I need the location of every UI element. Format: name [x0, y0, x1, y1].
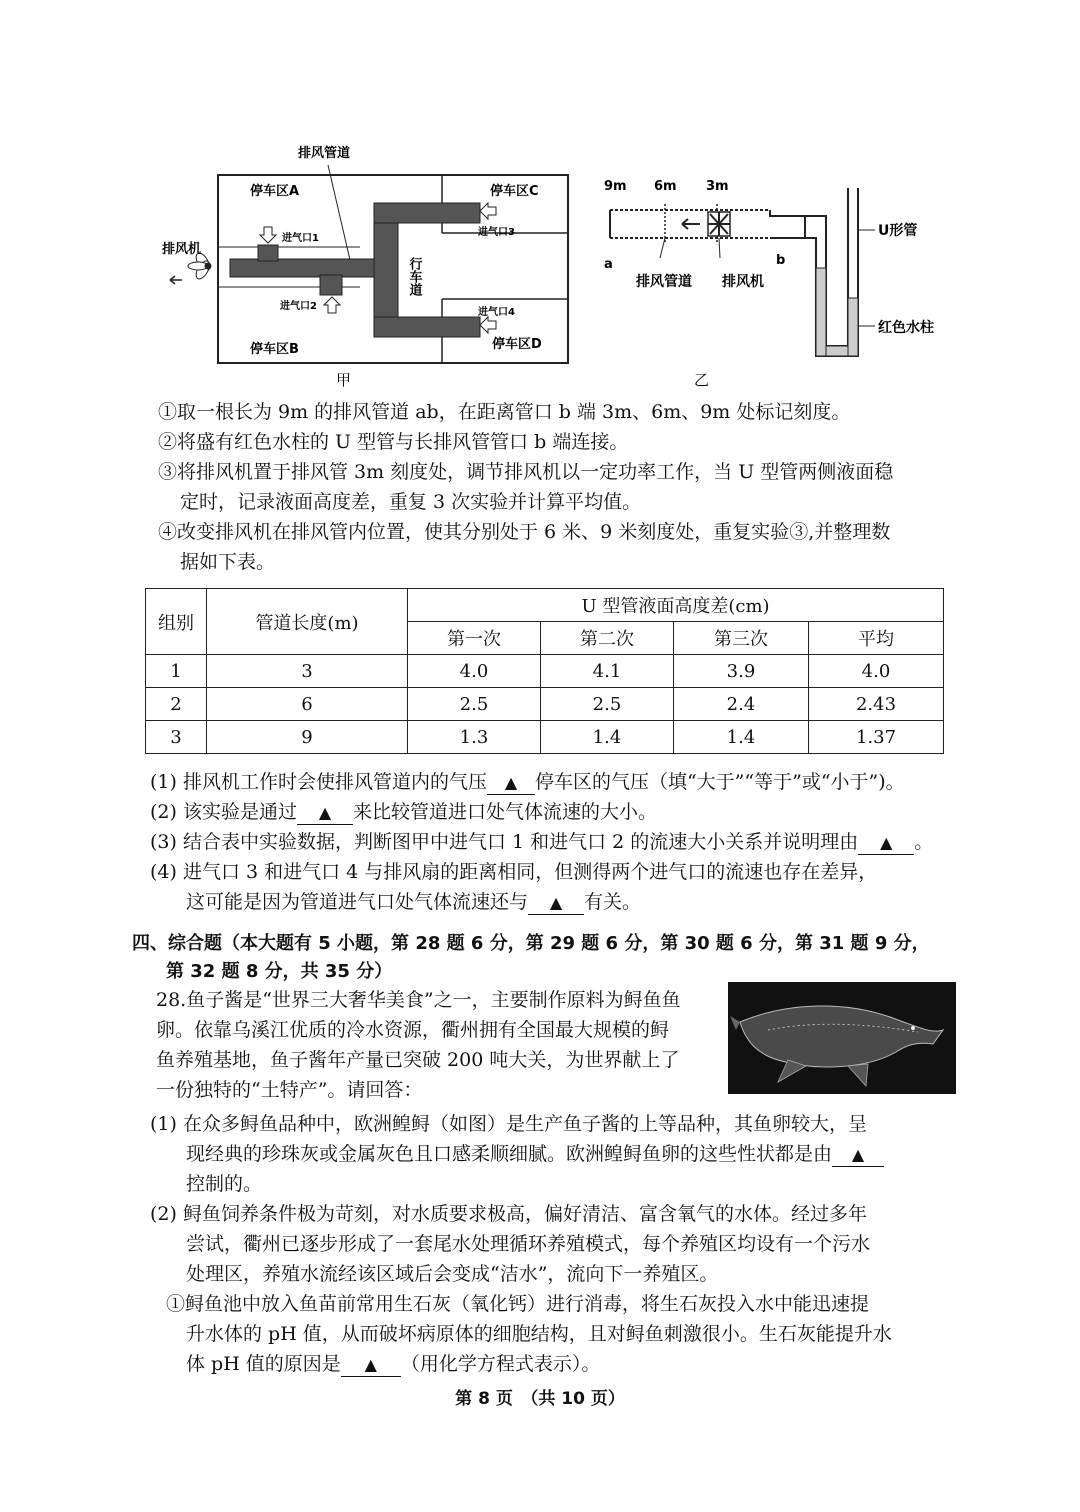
step-3-cont: 定时，记录液面高度差，重复 3 次实验并计算平均值。: [180, 491, 642, 513]
q28-sub1-cont: 升水体的 pH 值，从而破坏病原体的细胞结构，且对鲟鱼刺激很小。生石灰能提升水: [186, 1323, 892, 1345]
arrow-inlet3: [480, 203, 496, 219]
table-cell: 1.4: [674, 721, 809, 754]
th-average: 平均: [809, 622, 944, 655]
arrow-inlet4: [480, 317, 496, 333]
th-trial: 第二次: [541, 622, 674, 655]
q28-part1: (1) 在众多鲟鱼品种中，欧洲鳇鲟（如图）是生产鱼子酱的上等品种，其鱼卵较大，呈: [150, 1113, 867, 1135]
question-3: (3) 结合表中实验数据，判断图甲中进气口 1 和进气口 2 的流速大小关系并说明理由 ▲ 。: [150, 831, 934, 853]
inlet3-label: 进气口3: [478, 227, 515, 238]
red-column-label: 红色水柱: [878, 320, 934, 336]
table-row: [146, 655, 944, 688]
answer-blank[interactable]: ▲: [528, 892, 584, 915]
step-2: ②将盛有红色水柱的 U 型管与长排风管管口 b 端连接。: [158, 431, 629, 453]
table-cell: 2.43: [809, 688, 944, 721]
mark-6m: 6m: [654, 179, 677, 194]
duct-inlet1: [258, 245, 278, 261]
table-cell: 1.4: [541, 721, 674, 754]
table-cell: 9: [207, 721, 408, 754]
figure-jia: [150, 135, 580, 395]
th-trial: 第三次: [674, 622, 809, 655]
table-cell: 3.9: [674, 655, 809, 688]
caption-yi: 乙: [694, 371, 710, 389]
th-trial: 第一次: [408, 622, 541, 655]
arrow-inlet1: [260, 227, 276, 243]
answer-blank[interactable]: ▲: [487, 772, 535, 795]
arrow-fan-out: [170, 276, 182, 284]
q28-part2-cont: 尝试，衢州已逐步形成了一套尾水处理循环养殖模式，每个养殖区均设有一个污水: [186, 1233, 871, 1255]
zone-d-label: 停车区D: [492, 337, 542, 352]
flow-arrow: [682, 219, 700, 229]
step-4-cont: 据如下表。: [180, 551, 276, 573]
question-4: (4) 进气口 3 和进气口 4 与排风扇的距离相同，但测得两个进气口的流速也存在差异，: [150, 861, 878, 883]
table-cell: 1: [146, 655, 207, 688]
red-water-column: [816, 268, 858, 356]
th-group: 组别: [146, 589, 207, 655]
step-1: ①取一根长为 9m 的排风管道 ab，在距离管口 b 端 3m、6m、9m 处标记刻度。: [158, 401, 851, 423]
road-label: 行车道: [406, 257, 422, 296]
duct-bottom: [374, 317, 480, 337]
q28-intro: 一份独特的“土特产”。请回答：: [156, 1079, 423, 1101]
table-cell: 2: [146, 688, 207, 721]
table-cell: 2.5: [408, 688, 541, 721]
q28-sub1-end: 体 pH 值的原因是 ▲ （用化学方程式表示）。: [186, 1353, 601, 1375]
mark-9m: 9m: [604, 179, 627, 194]
u-tube-label: U形管: [878, 223, 918, 239]
table-cell: 2.5: [541, 688, 674, 721]
table-cell: 3: [146, 721, 207, 754]
fan-label: 排风机: [162, 242, 202, 257]
th-length: 管道长度(m): [207, 589, 408, 655]
q28-part2-cont: 处理区，养殖水流经该区域后会变成“洁水”，流向下一养殖区。: [186, 1263, 719, 1285]
zone-b-label: 停车区B: [250, 342, 299, 357]
fan-icon-yi: [708, 212, 730, 236]
inlet2-label: 进气口2: [280, 301, 317, 312]
arrow-inlet2: [324, 297, 340, 313]
step-3: ③将排风机置于排风管 3m 刻度处，调节排风机以一定功率工作，当 U 型管两侧液面稳: [158, 461, 894, 483]
table-cell: 4.1: [541, 655, 674, 688]
section-4-heading-cont: 第 32 题 8 分，共 35 分）: [166, 961, 393, 982]
answer-blank[interactable]: ▲: [858, 832, 914, 855]
table-cell: 4.0: [408, 655, 541, 688]
zone-a-label: 停车区A: [250, 184, 300, 199]
table-cell: 3: [207, 655, 408, 688]
end-b: b: [776, 253, 786, 268]
table-cell: 1.37: [809, 721, 944, 754]
answer-blank[interactable]: ▲: [832, 1144, 884, 1167]
page-footer: 第 8 页 （共 10 页）: [455, 1389, 625, 1409]
answer-blank[interactable]: ▲: [341, 1354, 401, 1377]
pipe-label: 排风管道: [298, 146, 351, 161]
table-cell: 1.3: [408, 721, 541, 754]
th-diff: U 型管液面高度差(cm): [408, 589, 944, 622]
caption-jia: 甲: [336, 371, 352, 389]
zone-c-label: 停车区C: [490, 184, 539, 199]
q28-intro: 鱼养殖基地，鱼子酱年产量已突破 200 吨大关，为世界献上了: [156, 1049, 680, 1071]
question-4-cont: 这可能是因为管道进气口处气体流速还与 ▲ 有关。: [186, 891, 642, 913]
q28-part2: (2) 鲟鱼饲养条件极为苛刻，对水质要求极高，偏好清洁、富含氧气的水体。经过多年: [150, 1203, 867, 1225]
inlet1-label: 进气口1: [282, 233, 319, 244]
q28-part1-end: 控制的。: [186, 1173, 263, 1195]
duct-top: [374, 203, 480, 223]
question-2: (2) 该实验是通过 ▲ 来比较管道进口处气体流速的大小。: [150, 801, 657, 823]
mark-3m: 3m: [706, 179, 729, 194]
question-1: (1) 排风机工作时会使排风管道内的气压 ▲ 停车区的气压（填“大于”“等于”或“小于”)。: [150, 771, 905, 793]
q28-sub1: ①鲟鱼池中放入鱼苗前常用生石灰（氧化钙）进行消毒，将生石灰投入水中能迅速提: [166, 1293, 870, 1315]
figure-yi: [590, 168, 960, 393]
inlet4-label: 进气口4: [478, 307, 515, 318]
q28-intro: 28.鱼子酱是“世界三大奢华美食”之一，主要制作原料为鲟鱼鱼: [156, 989, 681, 1011]
table-cell: 6: [207, 688, 408, 721]
duct-inlet2: [320, 275, 342, 295]
fan-label-yi: 排风机: [722, 274, 764, 290]
section-4-heading: 四、综合题（本大题有 5 小题，第 28 题 6 分，第 29 题 6 分，第 30 题 6 分，第 31 题 9 分，: [132, 933, 930, 954]
step-4: ④改变排风机在排风管内位置，使其分别处于 6 米、9 米刻度处，重复实验③,并整理数: [158, 521, 891, 543]
end-a: a: [604, 257, 613, 272]
table-cell: 4.0: [809, 655, 944, 688]
q28-part1-cont: 现经典的珍珠灰或金属灰色且口感柔顺细腻。欧洲鳇鲟鱼卵的这些性状都是由 ▲: [186, 1139, 884, 1169]
answer-blank[interactable]: ▲: [297, 802, 353, 825]
q28-intro: 卵。依靠乌溪江优质的冷水资源，衢州拥有全国最大规模的鲟: [156, 1019, 670, 1041]
sturgeon-image: [728, 982, 956, 1094]
table-row: [146, 688, 944, 721]
table-cell: 2.4: [674, 688, 809, 721]
table-row: [146, 721, 944, 754]
duct-main: [230, 259, 390, 277]
data-table: [145, 588, 944, 754]
pipe-label-yi: 排风管道: [636, 274, 692, 290]
